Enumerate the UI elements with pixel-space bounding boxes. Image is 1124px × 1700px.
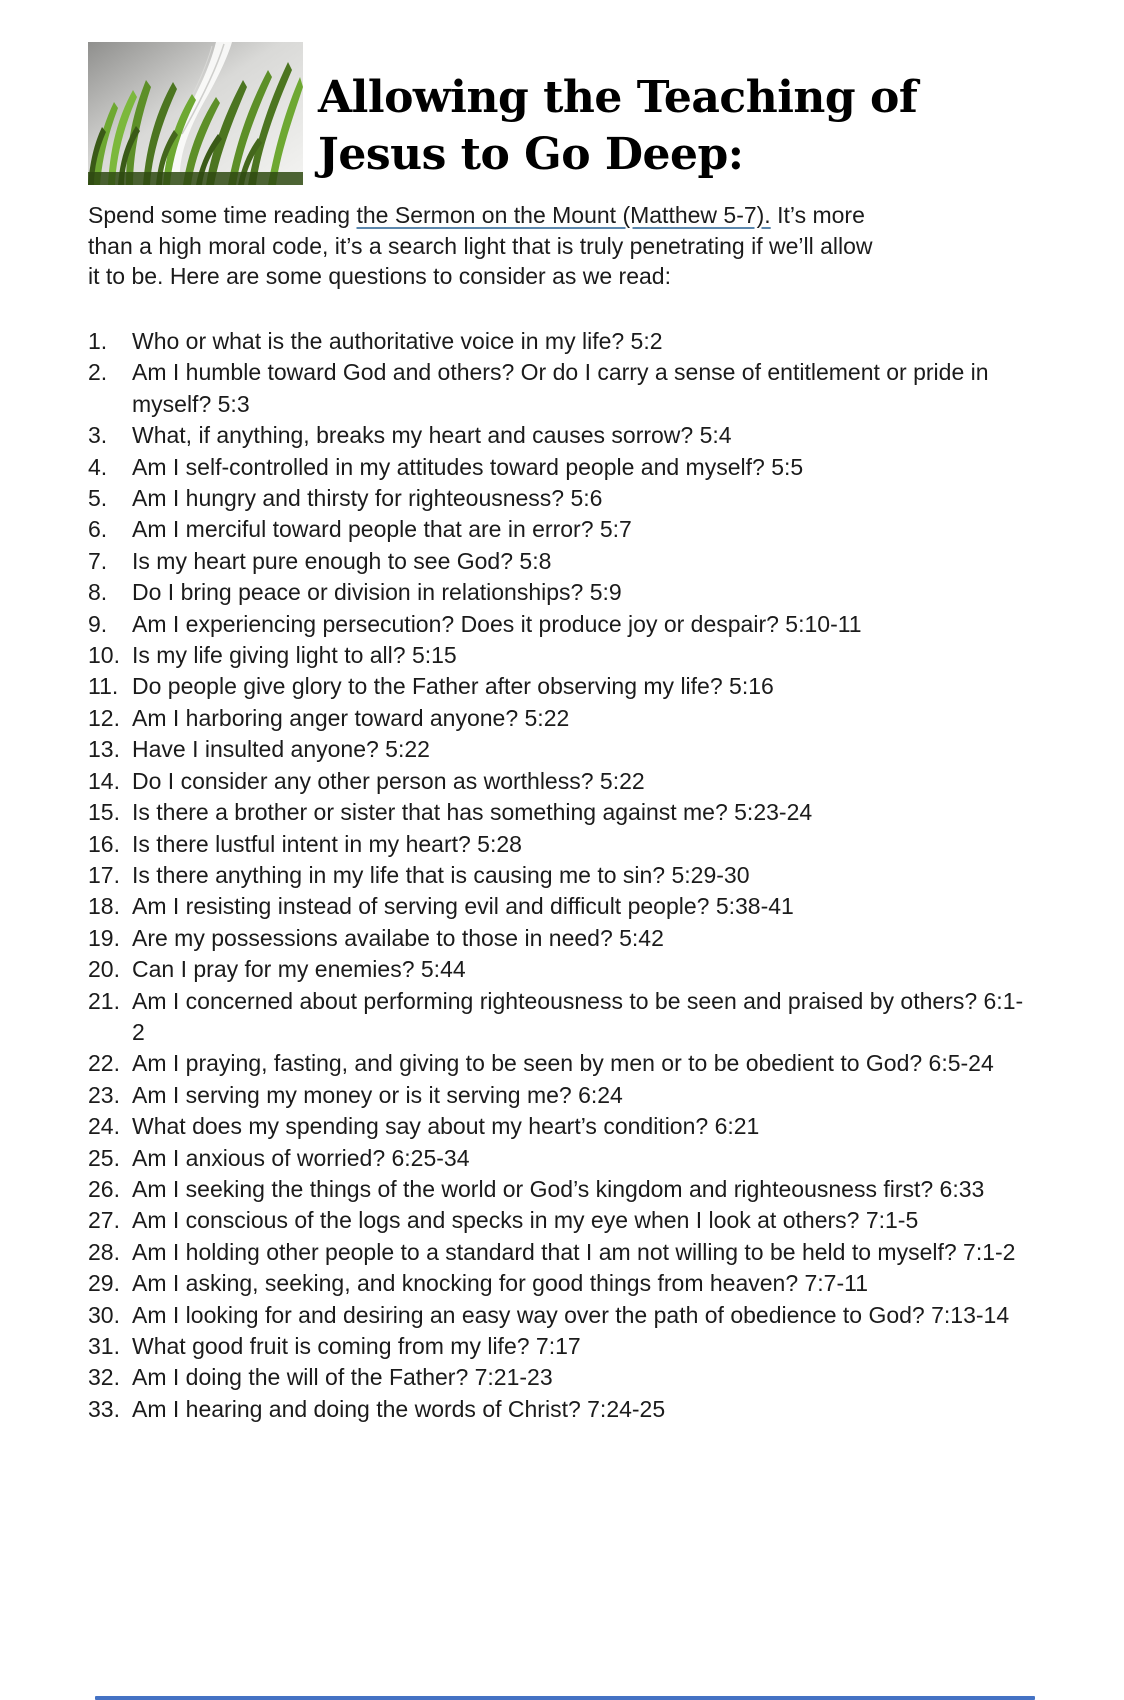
question-number: 20.	[88, 956, 120, 983]
question-text: Is my life giving light to all? 5:15	[132, 642, 457, 669]
question-number: 1.	[88, 328, 108, 354]
question-list-item	[88, 703, 1038, 734]
question-text: Am I conscious of the logs and specks in my eye when I look at others? 7:1-5	[132, 1207, 919, 1234]
question-text: Am I resisting instead of serving evil and difficult people? 5:38-41	[132, 893, 794, 920]
question-number: 8.	[88, 579, 108, 606]
question-text: Am I self-controlled in my attitudes toward people and myself? 5:5	[132, 453, 804, 480]
question-list-item	[88, 420, 1038, 451]
question-text: What, if anything, breaks my heart and causes sorrow? 5:4	[132, 422, 732, 449]
intro-paragraph	[88, 200, 873, 292]
question-number: 14.	[88, 767, 120, 794]
question-text: Am I looking for and desiring an easy way over the path of obedience to God? 7:13-14	[132, 1301, 1010, 1328]
question-text: Am I seeking the things of the world or God’s kingdom and righteousness first? 6:33	[132, 1175, 985, 1202]
question-text: Am I hungry and thirsty for righteousness? 5:6	[132, 485, 603, 512]
question-list-item	[88, 766, 1038, 797]
question-list-item	[88, 923, 1038, 954]
question-number: 19.	[88, 924, 120, 951]
question-text: Am I doing the will of the Father? 7:21-23	[132, 1364, 553, 1391]
question-list-item	[88, 860, 1038, 891]
question-number: 31.	[88, 1333, 120, 1359]
question-number: 26.	[88, 1175, 120, 1202]
question-text: Am I concerned about performing righteousness to be seen and praised by others? 6:1-2	[132, 987, 1024, 1045]
question-list-item	[88, 452, 1038, 483]
question-text: Do people give glory to the Father after observing my life? 5:16	[132, 673, 774, 700]
question-text: Have I insulted anyone? 5:22	[132, 736, 430, 763]
question-text: Am I experiencing persecution? Does it produce joy or despair? 5:10-11	[132, 610, 862, 637]
page-title	[318, 69, 917, 183]
question-number: 13.	[88, 736, 120, 763]
question-number: 6.	[88, 516, 108, 543]
question-list-item	[88, 671, 1038, 702]
question-text: What does my spending say about my heart’s condition? 6:21	[132, 1113, 760, 1140]
page-title-line1: Allowing the Teaching of	[318, 72, 918, 124]
question-list-item	[88, 1048, 1038, 1079]
question-number: 27.	[88, 1207, 120, 1234]
question-number: 7.	[88, 547, 108, 574]
question-list-item	[88, 1394, 1038, 1425]
question-number: 15.	[88, 799, 120, 826]
intro-line-1	[88, 200, 873, 231]
question-text: What good fruit is coming from my life? 7:17	[132, 1333, 581, 1359]
question-list-item	[88, 357, 1038, 420]
question-text: Am I asking, seeking, and knocking for good things from heaven? 7:7-11	[132, 1270, 869, 1297]
intro-text-after-link: It’s more	[770, 202, 865, 228]
question-list-item	[88, 1268, 1038, 1299]
question-list-item	[88, 986, 1038, 1049]
question-text: Am I harboring anger toward anyone? 5:22	[132, 704, 570, 731]
question-list-item	[88, 1237, 1038, 1268]
question-number: 10.	[88, 642, 120, 669]
question-text: Am I holding other people to a standard that I am not willing to be held to myself? 7:1-2	[132, 1238, 1016, 1265]
question-text: Do I bring peace or division in relationships? 5:9	[132, 579, 622, 606]
question-number: 33.	[88, 1395, 120, 1422]
question-list-item	[88, 326, 1038, 357]
question-number: 16.	[88, 830, 120, 857]
question-text: Am I anxious of worried? 6:25-34	[132, 1144, 470, 1171]
question-number: 2.	[88, 359, 108, 386]
question-number: 25.	[88, 1144, 120, 1171]
question-list-item	[88, 1300, 1038, 1331]
grass-water-illustration	[88, 42, 303, 185]
question-number: 12.	[88, 704, 120, 731]
question-list-item	[88, 546, 1038, 577]
question-text: Are my possessions availabe to those in need? 5:42	[132, 924, 664, 951]
question-list-item	[88, 609, 1038, 640]
question-number: 17.	[88, 861, 120, 888]
question-number: 22.	[88, 1050, 120, 1077]
question-number: 18.	[88, 893, 120, 920]
grass-water-image	[88, 42, 303, 185]
question-number: 9.	[88, 610, 108, 637]
question-number: 5.	[88, 485, 108, 512]
question-list-item	[88, 1205, 1038, 1236]
question-number: 4.	[88, 453, 108, 480]
question-list-item	[88, 1143, 1038, 1174]
question-number: 32.	[88, 1364, 120, 1391]
question-text: Do I consider any other person as worthless? 5:22	[132, 767, 645, 794]
question-list-item	[88, 514, 1038, 545]
footer-divider	[95, 1696, 1035, 1700]
question-number: 21.	[88, 987, 120, 1014]
question-list-item	[88, 954, 1038, 985]
question-list-item	[88, 891, 1038, 922]
question-text: Is there lustful intent in my heart? 5:28	[132, 830, 522, 857]
question-number: 3.	[88, 422, 108, 449]
question-number: 23.	[88, 1081, 120, 1108]
question-text: Who or what is the authoritative voice in my life? 5:2	[132, 328, 663, 354]
question-list-item	[88, 483, 1038, 514]
question-text: Am I merciful toward people that are in error? 5:7	[132, 516, 632, 543]
question-number: 29.	[88, 1270, 120, 1297]
question-text: Is there anything in my life that is causing me to sin? 5:29-30	[132, 861, 750, 888]
intro-text-before-link: Spend some time reading	[88, 202, 357, 228]
intro-line-3: it to be. Here are some questions to consider as we read:	[88, 263, 671, 289]
question-list-item	[88, 734, 1038, 765]
question-list-item	[88, 829, 1038, 860]
page-title-line2: Jesus to Go Deep:	[318, 129, 744, 181]
question-list-item	[88, 797, 1038, 828]
question-list-item	[88, 1080, 1038, 1111]
sermon-on-the-mount-link[interactable]: the Sermon on the Mount (Matthew 5-7).	[356, 202, 771, 228]
question-text: Is there a brother or sister that has something against me? 5:23-24	[132, 799, 813, 826]
question-list-item	[88, 577, 1038, 608]
intro-line-2: than a high moral code, it’s a search light that is truly penetrating if we’ll allow	[88, 232, 873, 259]
question-list-item	[88, 640, 1038, 671]
question-number: 11.	[88, 673, 119, 700]
question-list-item	[88, 1174, 1038, 1205]
question-text: Am I praying, fasting, and giving to be seen by men or to be obedient to God? 6:5-24	[132, 1050, 994, 1077]
question-number: 28.	[88, 1238, 120, 1265]
question-list	[88, 326, 1038, 1425]
question-number: 24.	[88, 1113, 120, 1140]
question-number: 30.	[88, 1301, 120, 1328]
question-text: Am I serving my money or is it serving me? 6:24	[132, 1081, 623, 1108]
question-list-item	[88, 1111, 1038, 1142]
question-list-item	[88, 1362, 1038, 1393]
question-list-item	[88, 1331, 1038, 1362]
question-text: Am I humble toward God and others? Or do I carry a sense of entitlement or pride in myself? 5:3	[132, 359, 989, 417]
question-text: Is my heart pure enough to see God? 5:8	[132, 547, 552, 574]
question-text: Am I hearing and doing the words of Christ? 7:24-25	[132, 1395, 666, 1422]
question-text: Can I pray for my enemies? 5:44	[132, 956, 466, 983]
